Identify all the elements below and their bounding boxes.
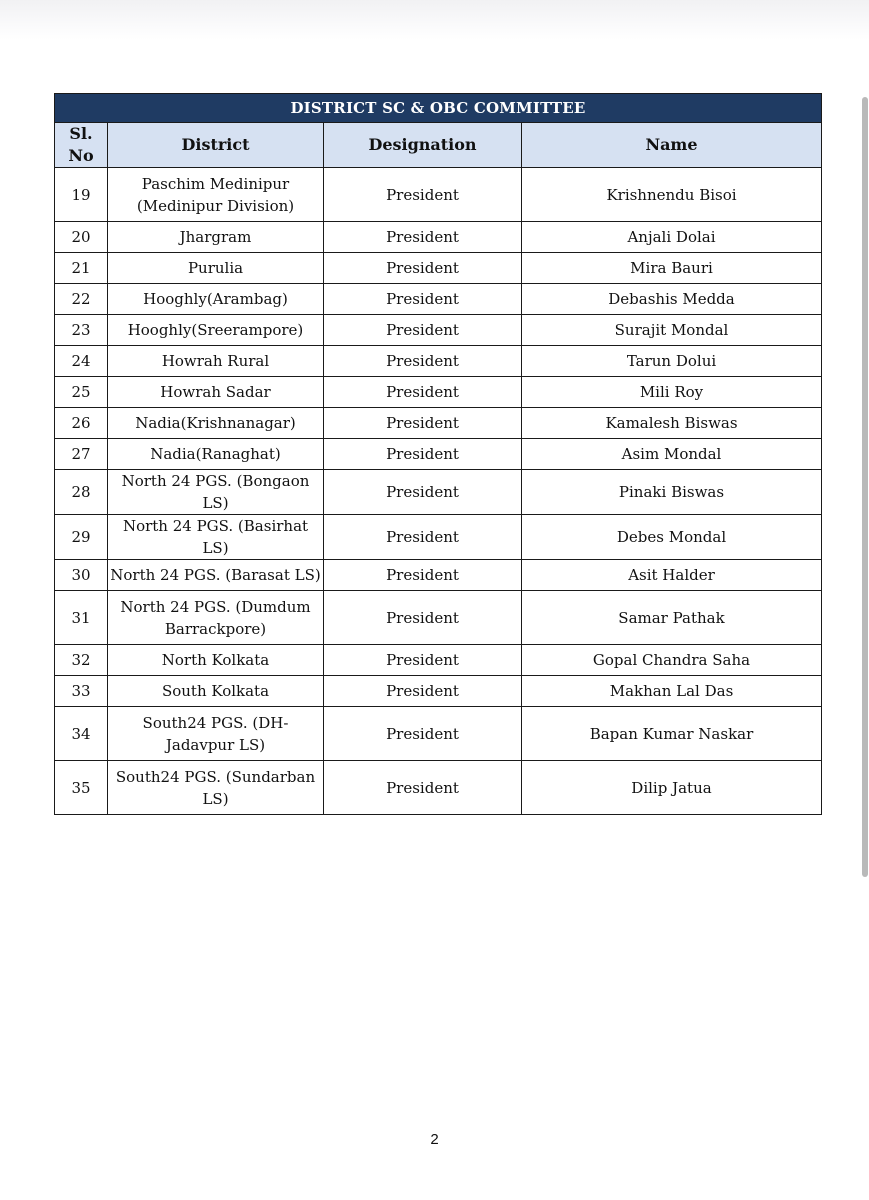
name-cell: Asim Mondal — [522, 439, 822, 470]
sl-no-cell: 35 — [55, 761, 108, 815]
name-cell: Debes Mondal — [522, 515, 822, 560]
table-row — [55, 470, 822, 515]
designation-cell: President — [324, 315, 522, 346]
name-cell: Asit Halder — [522, 560, 822, 591]
name-cell: Mili Roy — [522, 377, 822, 408]
name-cell: Dilip Jatua — [522, 761, 822, 815]
district-cell: Nadia(Krishnanagar) — [108, 408, 324, 439]
designation-cell: President — [324, 645, 522, 676]
designation-cell: President — [324, 439, 522, 470]
designation-cell: President — [324, 253, 522, 284]
sl-no-cell: 23 — [55, 315, 108, 346]
sl-no-cell: 30 — [55, 560, 108, 591]
district-cell: Howrah Rural — [108, 346, 324, 377]
table-row — [55, 515, 822, 560]
table-row — [55, 707, 822, 761]
sl-no-cell: 26 — [55, 408, 108, 439]
sl-no-cell: 24 — [55, 346, 108, 377]
district-cell: Purulia — [108, 253, 324, 284]
designation-cell: President — [324, 377, 522, 408]
column-header-designation: Designation — [324, 123, 522, 168]
sl-no-cell: 31 — [55, 591, 108, 645]
table-title-row — [55, 94, 822, 123]
district-cell: South24 PGS. (DH-Jadavpur LS) — [108, 707, 324, 761]
district-cell: Paschim Medinipur (Medinipur Division) — [108, 168, 324, 222]
table-row — [55, 645, 822, 676]
district-cell: Hooghly(Sreerampore) — [108, 315, 324, 346]
name-cell: Kamalesh Biswas — [522, 408, 822, 439]
table-row — [55, 284, 822, 315]
name-cell: Tarun Dolui — [522, 346, 822, 377]
table-row — [55, 315, 822, 346]
name-cell: Surajit Mondal — [522, 315, 822, 346]
table-row — [55, 439, 822, 470]
column-header-name: Name — [522, 123, 822, 168]
district-cell: Jhargram — [108, 222, 324, 253]
sl-no-cell: 25 — [55, 377, 108, 408]
designation-cell: President — [324, 707, 522, 761]
sl-no-cell: 21 — [55, 253, 108, 284]
name-cell: Anjali Dolai — [522, 222, 822, 253]
table-row — [55, 761, 822, 815]
designation-cell: President — [324, 591, 522, 645]
sl-no-cell: 22 — [55, 284, 108, 315]
sl-no-cell: 28 — [55, 470, 108, 515]
scrollbar-thumb[interactable] — [862, 97, 868, 877]
table-row — [55, 676, 822, 707]
district-cell: North 24 PGS. (Bongaon LS) — [108, 470, 324, 515]
table-title: DISTRICT SC & OBC COMMITTEE — [55, 94, 822, 123]
sl-no-cell: 20 — [55, 222, 108, 253]
table-row — [55, 377, 822, 408]
district-cell: South24 PGS. (Sundarban LS) — [108, 761, 324, 815]
name-cell: Bapan Kumar Naskar — [522, 707, 822, 761]
designation-cell: President — [324, 346, 522, 377]
district-cell: North 24 PGS. (Dumdum Barrackpore) — [108, 591, 324, 645]
table-row — [55, 346, 822, 377]
district-cell: Howrah Sadar — [108, 377, 324, 408]
designation-cell: President — [324, 284, 522, 315]
table-row — [55, 222, 822, 253]
table-row — [55, 408, 822, 439]
top-shade — [0, 0, 869, 40]
name-cell: Mira Bauri — [522, 253, 822, 284]
district-cell: Nadia(Ranaghat) — [108, 439, 324, 470]
designation-cell: President — [324, 408, 522, 439]
sl-no-cell: 29 — [55, 515, 108, 560]
district-cell: South Kolkata — [108, 676, 324, 707]
column-header-sl-no: Sl. No — [55, 123, 108, 168]
committee-table — [54, 93, 822, 815]
sl-no-cell: 27 — [55, 439, 108, 470]
table-row — [55, 591, 822, 645]
table-header-row — [55, 123, 822, 168]
district-cell: North 24 PGS. (Basirhat LS) — [108, 515, 324, 560]
name-cell: Makhan Lal Das — [522, 676, 822, 707]
designation-cell: President — [324, 470, 522, 515]
district-cell: North Kolkata — [108, 645, 324, 676]
name-cell: Samar Pathak — [522, 591, 822, 645]
sl-no-cell: 34 — [55, 707, 108, 761]
table-row — [55, 253, 822, 284]
sl-no-cell: 32 — [55, 645, 108, 676]
district-cell: North 24 PGS. (Barasat LS) — [108, 560, 324, 591]
page-number: 2 — [430, 1131, 439, 1148]
sl-no-cell: 33 — [55, 676, 108, 707]
column-header-district: District — [108, 123, 324, 168]
name-cell: Pinaki Biswas — [522, 470, 822, 515]
sl-no-cell: 19 — [55, 168, 108, 222]
table-row — [55, 560, 822, 591]
designation-cell: President — [324, 222, 522, 253]
designation-cell: President — [324, 560, 522, 591]
designation-cell: President — [324, 168, 522, 222]
designation-cell: President — [324, 676, 522, 707]
designation-cell: President — [324, 761, 522, 815]
district-cell: Hooghly(Arambag) — [108, 284, 324, 315]
designation-cell: President — [324, 515, 522, 560]
table-row — [55, 168, 822, 222]
name-cell: Gopal Chandra Saha — [522, 645, 822, 676]
name-cell: Debashis Medda — [522, 284, 822, 315]
name-cell: Krishnendu Bisoi — [522, 168, 822, 222]
